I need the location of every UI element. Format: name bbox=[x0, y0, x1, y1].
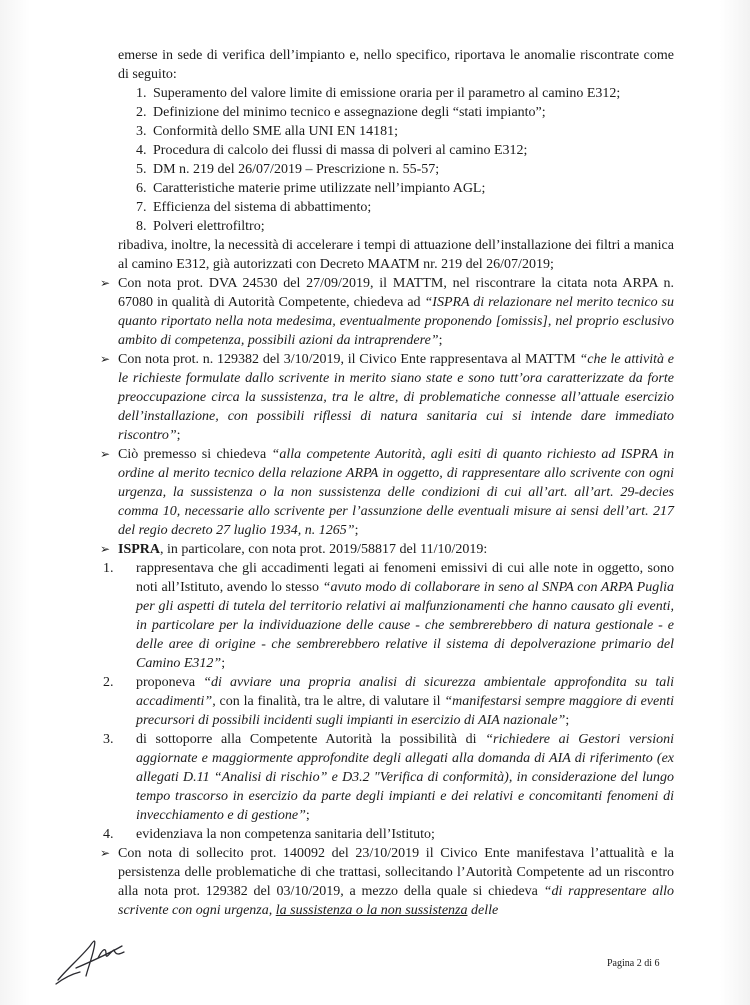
page-number: Pagina 2 di 6 bbox=[607, 958, 660, 969]
ispra-items-list bbox=[103, 559, 675, 844]
anomalies-list bbox=[118, 84, 674, 236]
arrow-bullet-icon: ➢ bbox=[100, 542, 111, 556]
bullet-paragraph-sollecito: ➢ Con nota di sollecito prot. 140092 del 23/10/2019 il Civico Ente manifestava l’attualità e la persistenza delle problematiche di che trattasi, sollecitando l’Autorità Competente ad un riscontro alla nota prot. 129382 del 03/10/2019, a mezzo della quale si chiedeva “di rappresentare allo scrivente con ogni urgenza, la sussistenza o la non sussistenza delle bbox=[100, 846, 674, 918]
bullet-paragraph-mattm: ➢ Con nota prot. DVA 24530 del 27/09/2019, il MATTM, nel riscontrare la citata nota ARPA n. 67080 in qualità di Autorità Competente, chiedeva ad “ISPRA di relazionare nel merito tecnico su quanto riportato nella nota medesima, eventualmente proponendo [omissis], nel proprio esclusivo ambito di competenza, possibili azioni da intraprendere”; bbox=[100, 276, 674, 348]
list-item: 4. Procedura di calcolo dei flussi di massa di polveri al camino E312; bbox=[136, 143, 528, 158]
arrow-bullet-icon: ➢ bbox=[100, 846, 111, 860]
arrow-bullet-icon: ➢ bbox=[100, 276, 111, 290]
after-list-paragraph: ribadiva, inoltre, la necessità di accelerare i tempi di attuazione dell’installazione dei filtri a manica al camino E312, già autorizzati con Decreto MAATM nr. 219 del 26/07/2019; bbox=[118, 238, 674, 272]
list-item: 3. Conformità dello SME alla UNI EN 14181; bbox=[136, 124, 398, 139]
list-item: 2. Definizione del minimo tecnico e assegnazione degli “stati impianto”; bbox=[136, 105, 546, 120]
intro-paragraph: emerse in sede di verifica dell’impianto e, nello specifico, riportava le anomalie riscontrate come di seguito: bbox=[118, 48, 674, 82]
list-item: 8. Polveri elettrofiltro; bbox=[136, 219, 265, 234]
list-item: 2. proponeva “di avviare una propria analisi di sicurezza ambientale approfondita su tali accadimenti”, con la finalità, tra le altre, di valutare il “manifestarsi sempre maggiore di eventi precursori di possibili incidenti sugli impianti in esercizio di AIA nazionale”; bbox=[103, 675, 675, 728]
list-item: 1. rappresentava che gli accadimenti legati ai fenomeni emissivi di cui alle note in oggetto, sono noti all’Istituto, avendo lo stesso “avuto modo di collaborare in seno al SNPA con ARPA Puglia per gli aspetti di tutela del territorio relativi ai malfunzionamenti che hanno causato gli eventi, in particolare per la individuazione delle cause - che sembrerebbero di natura gestionale - e delle aree di origine - che sembrerebbero relative il sistema di depolverazione primario del Camino E312”; bbox=[103, 561, 674, 671]
document-body bbox=[100, 46, 675, 920]
list-item: 3. di sottoporre alla Competente Autorità la possibilità di “richiedere ai Gestori versioni aggiornate e maggiormente approfondite degli allegati alla domanda di AIA di riferimento (ex allegati D.11 “Analisi di rischio” e D3.2 "Verifica di conformità), in considerazione del lungo tempo trascorso in esercizio da parte degli impianti e dei relativi e concomitanti fenomeni di invecchiamento e di gestione”; bbox=[103, 732, 674, 823]
list-item: 4. evidenziava la non competenza sanitaria dell’Istituto; bbox=[103, 827, 435, 842]
bullet-paragraph-civico-ente: ➢ Con nota prot. n. 129382 del 3/10/2019, il Civico Ente rappresentava al MATTM “che le attività e le richieste formulate dallo scrivente in merito siano state e sono tutt’ora caratterizzate da forte preoccupazione circa la sussistenza, tra le altre, di problematiche connesse all’attuale esercizio dell’installazione, con possibili riflessi di natura sanitaria cui si intende dare immediato riscontro”; bbox=[100, 352, 674, 443]
list-item: 5. DM n. 219 del 26/07/2019 – Prescrizione n. 55-57; bbox=[136, 162, 440, 177]
list-item: 1. Superamento del valore limite di emissione oraria per il parametro al camino E312; bbox=[136, 86, 621, 101]
bullet-paragraph-ispra: ➢ ISPRA, in particolare, con nota prot. 2019/58817 del 11/10/2019: 1. rappresentava che gli accadimenti legati ai fenomeni emissivi di cui alle note in oggetto, sono noti all’Istituto, avendo lo stesso “avuto modo di collaborare in seno al SNPA con ARPA Puglia per gli aspetti di tutela del territorio relativi ai malfunzionamenti che hanno causato gli eventi, in particolare per la individuazione delle cause - che sembrerebbero di natura gestionale - e delle aree di origine - che sembrerebbero relative il sistema di depolverazione primario del Camino E312”; 2. proponeva “di avviare una propria analisi di sicurezza ambientale approfondita su tali accadimenti”, con la finalità, tra le altre, di valutare il “manifestarsi sempre maggiore di eventi precursori di possibili incidenti sugli impianti in esercizio di AIA nazionale”; 3. di sottoporre alla Competente Autorità la possibilità di “richiedere ai Gestori versioni aggiornate e maggiormente approfondite degli allegati alla domanda di AIA di riferimento (ex allegati D.11 “Analisi di rischio” e D3.2 "Verifica di conformità), in considerazione del lungo tempo trascorso in esercizio da parte degli impianti e dei relativi e concomitanti fenomeni di invecchiamento e di gestione”; 4. evidenziava la non competenza sanitaria dell’Istituto; bbox=[100, 542, 675, 842]
bullet-paragraph-request: ➢ Ciò premesso si chiedeva “alla competente Autorità, agli esiti di quanto richiesto ad ISPRA in ordine al merito tecnico della relazione ARPA in oggetto, di rappresentare allo scrivente con ogni urgenza, la sussistenza o la non sussistenza delle condizioni di cui all’art. all’art. 29-decies comma 10, necessarie allo scrivente per l’assunzione delle eventuali misure ai sensi dell’art. 217 del regio decreto 27 luglio 1934, n. 1265”; bbox=[100, 447, 674, 538]
list-item: 6. Caratteristiche materie prime utilizzate nell’impianto AGL; bbox=[136, 181, 486, 196]
arrow-bullet-icon: ➢ bbox=[100, 447, 111, 461]
list-item: 7. Efficienza del sistema di abbattimento; bbox=[136, 200, 372, 215]
signature-mark bbox=[50, 928, 150, 988]
arrow-bullet-icon: ➢ bbox=[100, 352, 111, 366]
